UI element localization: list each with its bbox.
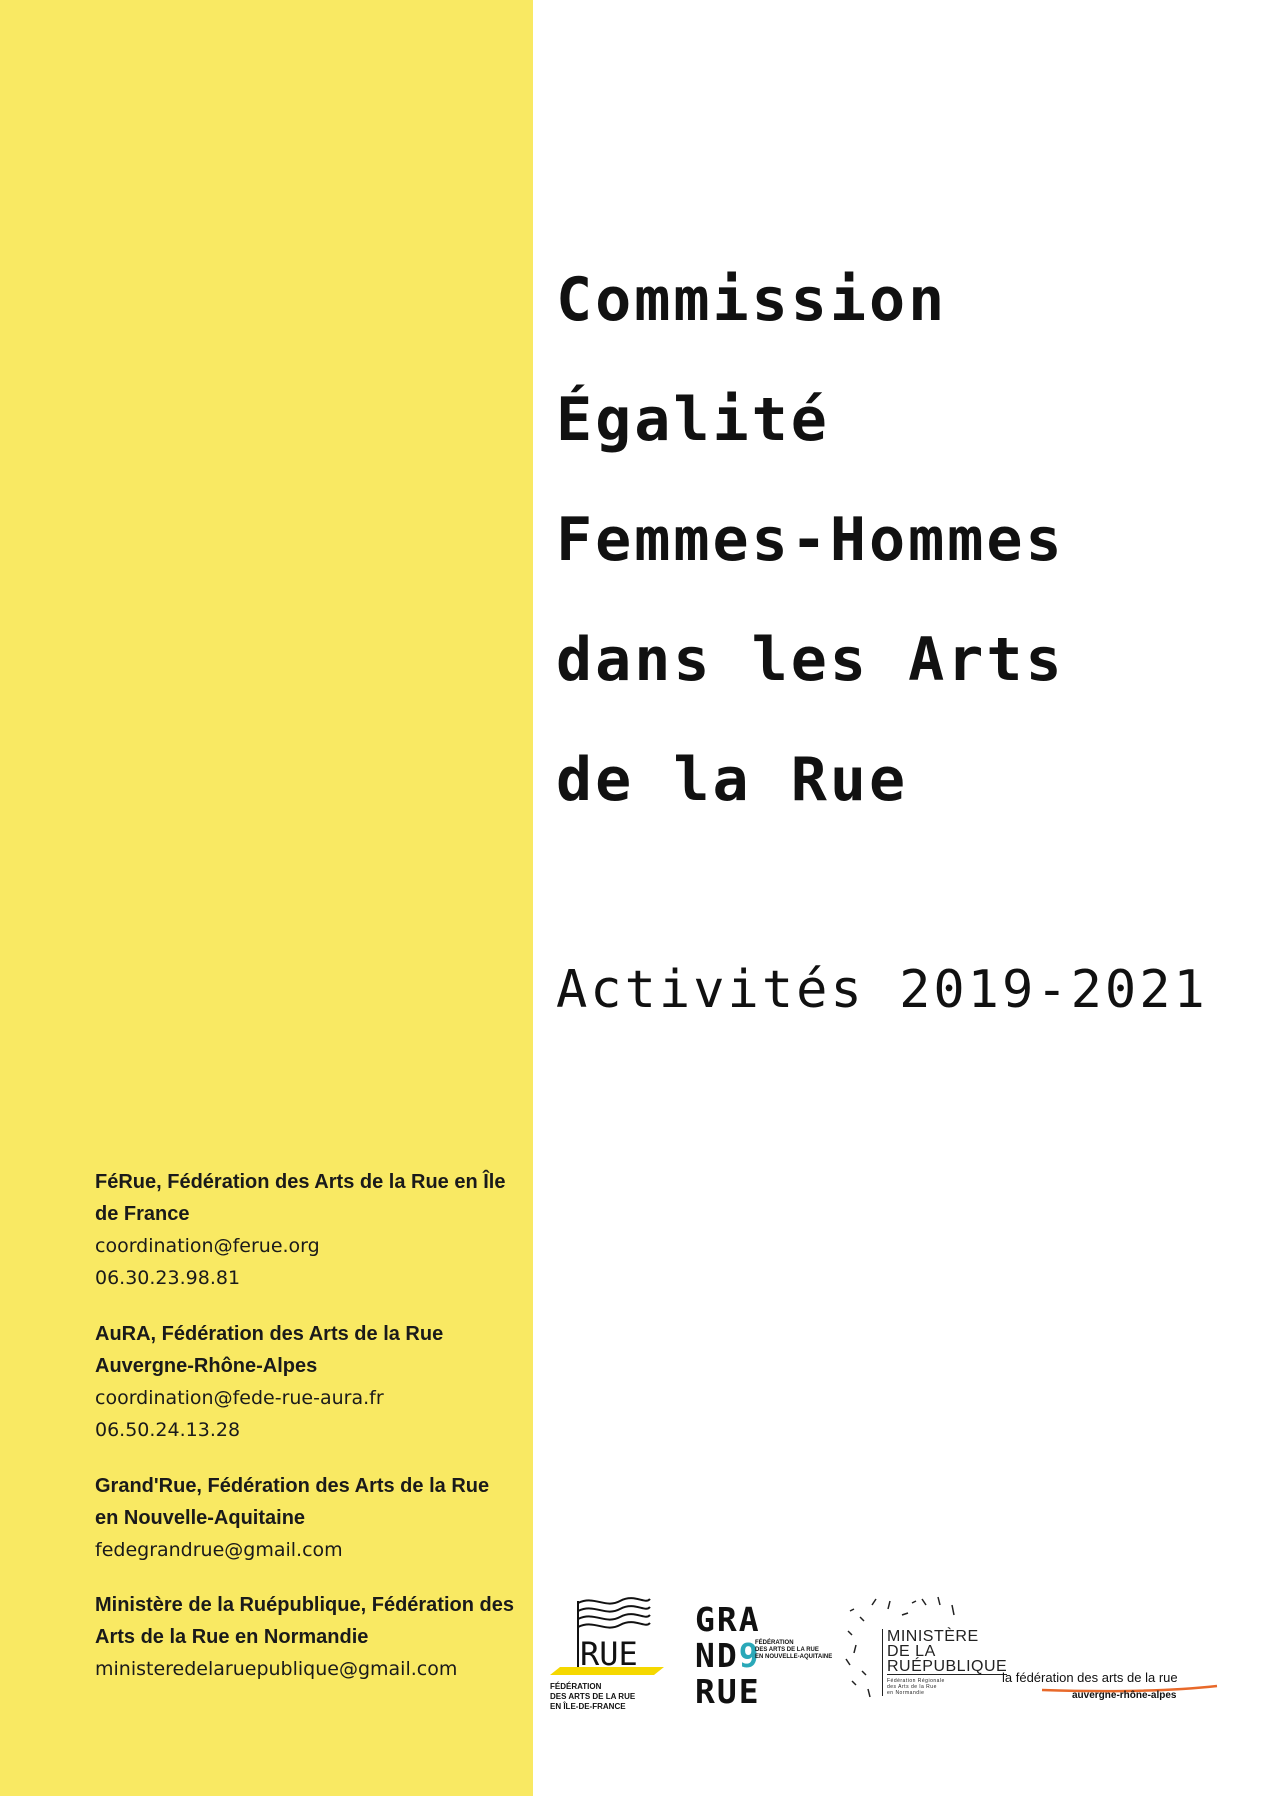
ferue-logo	[550, 1595, 670, 1725]
title-line: Commission	[556, 265, 948, 335]
title-line: de la Rue	[556, 745, 909, 815]
ministere-caption: en Normandie	[887, 1690, 925, 1696]
contact-email[interactable]: coordination@fede-rue-aura.fr	[95, 1387, 384, 1409]
contact-phone: 06.30.23.98.81	[95, 1267, 241, 1289]
document-title	[556, 240, 1246, 840]
grandrue-caption: EN NOUVELLE-AQUITAINE	[755, 1654, 833, 1660]
contact-ministere	[95, 1589, 515, 1685]
title-line: dans les Arts	[556, 625, 1065, 695]
ministere-logo	[842, 1595, 1008, 1715]
ferue-caption: EN ÎLE-DE-FRANCE	[550, 1702, 626, 1711]
contact-org: AuRA, Fédération des Arts de la Rue Auvergne-Rhône-Alpes	[95, 1323, 444, 1377]
ferue-caption: DES ARTS DE LA RUE	[550, 1692, 636, 1701]
contact-aura	[95, 1318, 515, 1446]
contact-org	[95, 1589, 515, 1653]
ministere-row: MINISTÈRE	[887, 1628, 979, 1645]
contact-phone: 06.50.24.13.28	[95, 1419, 241, 1441]
ministere-caption: Fédération Régionale	[887, 1678, 945, 1684]
grandrue-caption: FÉDÉRATION	[755, 1640, 794, 1646]
contact-org-name: Ministère de la Ruépublique	[95, 1594, 361, 1616]
contact-org-rest: , Fédération des Arts de la Rue en Normandie	[95, 1594, 514, 1648]
contact-email[interactable]: fedegrandrue@gmail.com	[95, 1539, 343, 1561]
document-subtitle: Activités 2019-2021	[556, 960, 1208, 1020]
contact-grandrue	[95, 1470, 515, 1566]
svg-text:RUE: RUE	[580, 1635, 638, 1673]
contact-org: FéRue, Fédération des Arts de la Rue en Île de France	[95, 1171, 506, 1225]
contact-email[interactable]: ministeredelaruepublique@gmail.com	[95, 1658, 458, 1680]
title-line: Égalité	[556, 385, 830, 455]
confetti-icon	[842, 1595, 982, 1625]
aura-line2: auvergne-rhône-alpes	[1072, 1690, 1177, 1701]
confetti-icon	[842, 1625, 882, 1705]
grandrue-row: RUE	[695, 1672, 761, 1711]
ferue-flag-icon	[550, 1595, 670, 1675]
grandrue-logo	[695, 1602, 845, 1712]
ministere-row: RUÉPUBLIQUE	[887, 1658, 1008, 1675]
contact-email[interactable]: coordination@ferue.org	[95, 1235, 320, 1257]
contact-org: Grand'Rue, Fédération des Arts de la Rue en Nouvelle-Aquitaine	[95, 1475, 490, 1529]
aura-line1: la fédération des arts de la rue	[1002, 1670, 1178, 1685]
grandrue-caption: DES ARTS DE LA RUE	[755, 1647, 819, 1653]
grandrue-row: GRA	[695, 1600, 761, 1639]
ferue-caption: FÉDÉRATION	[550, 1682, 602, 1691]
title-line: Femmes-Hommes	[556, 505, 1065, 575]
aura-logo	[1002, 1670, 1232, 1710]
ministere-caption: des Arts de la Rue	[887, 1684, 937, 1690]
ministere-row: DE LA	[887, 1643, 936, 1660]
contact-ferue	[95, 1166, 515, 1294]
grandrue-row: ND	[695, 1636, 739, 1675]
grandrue-accent-icon: 9	[738, 1636, 761, 1675]
